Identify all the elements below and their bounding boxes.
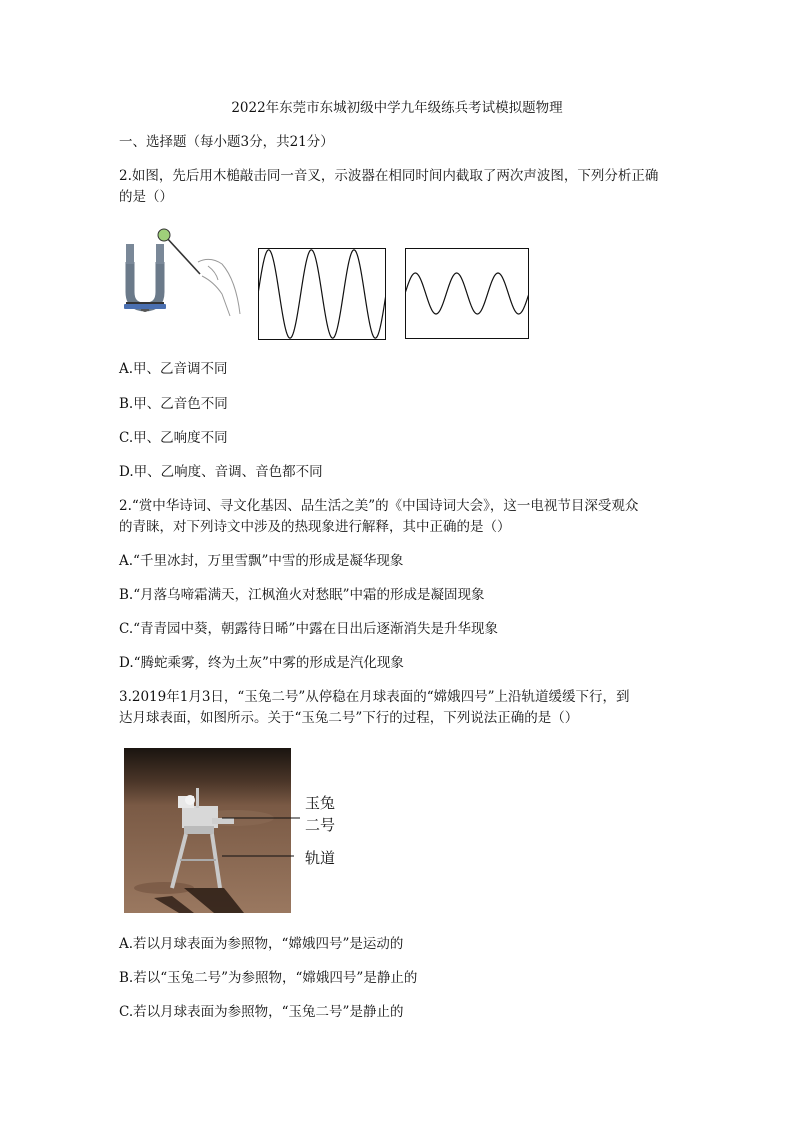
section-heading: 一、选择题（每小题3分，共21分） xyxy=(119,134,334,150)
question-2-option-d: D.“腾蛇乘雾，终为土灰”中雾的形成是汽化现象 xyxy=(119,655,404,671)
label-rover-line1: 玉兔 xyxy=(305,794,336,812)
question-1-option-c: C.甲、乙响度不同 xyxy=(119,430,228,446)
question-2-option-c: C.“青青园中葵，朝露待日晞”中露在日出后逐渐消失是升华现象 xyxy=(119,621,498,637)
question-3-stem-line1: 3.2019年1月3日，“玉兔二号”从停稳在月球表面的“嫦娥四号”上沿轨道缓缓下行，到 xyxy=(119,689,630,705)
question-2-stem-line2: 的青睐，对下列诗文中涉及的热现象进行解释，其中正确的是（） xyxy=(119,519,511,535)
waveform-jia-trace xyxy=(258,250,386,338)
label-rover-line2: 二号 xyxy=(305,816,336,834)
waveform-yi-trace xyxy=(405,273,529,314)
question-1-stem-line2: 的是（） xyxy=(119,189,173,205)
question-2-option-b: B.“月落乌啼霜满天，江枫渔火对愁眠”中霜的形成是凝固现象 xyxy=(119,587,485,603)
question-2-stem-line1: 2.“赏中华诗词、寻文化基因、品生活之美”的《中国诗词大会》，这一电视节目深受观众 xyxy=(119,498,639,514)
question-1-option-a: A.甲、乙音调不同 xyxy=(119,361,228,377)
label-track: 轨道 xyxy=(305,849,336,867)
page-title: 2022年东莞市东城初级中学九年级练兵考试模拟题物理 xyxy=(231,100,563,116)
question-3-stem-line2: 达月球表面，如图所示。关于“玉兔二号”下行的过程，下列说法正确的是（） xyxy=(119,710,579,726)
question-3-option-c: C.若以月球表面为参照物，“玉兔二号”是静止的 xyxy=(119,1004,404,1020)
question-3-option-a: A.若以月球表面为参照物，“嫦娥四号”是运动的 xyxy=(119,936,404,952)
question-1-option-b: B.甲、乙音色不同 xyxy=(119,396,228,412)
waveform-jia xyxy=(258,248,386,340)
figure-leader-lines xyxy=(220,810,300,860)
question-2-option-a: A.“千里冰封，万里雪飘”中雪的形成是凝华现象 xyxy=(119,553,404,569)
question-3-option-b: B.若以“玉兔二号”为参照物，“嫦娥四号”是静止的 xyxy=(119,970,418,986)
question-1-stem-line1: 2.如图，先后用木槌敲击同一音叉，示波器在相同时间内截取了两次声波图，下列分析正确 xyxy=(119,168,659,184)
waveform-yi xyxy=(405,248,529,339)
tuning-fork-figure xyxy=(118,222,248,322)
question-1-option-d: D.甲、乙响度、音调、音色都不同 xyxy=(119,464,323,480)
